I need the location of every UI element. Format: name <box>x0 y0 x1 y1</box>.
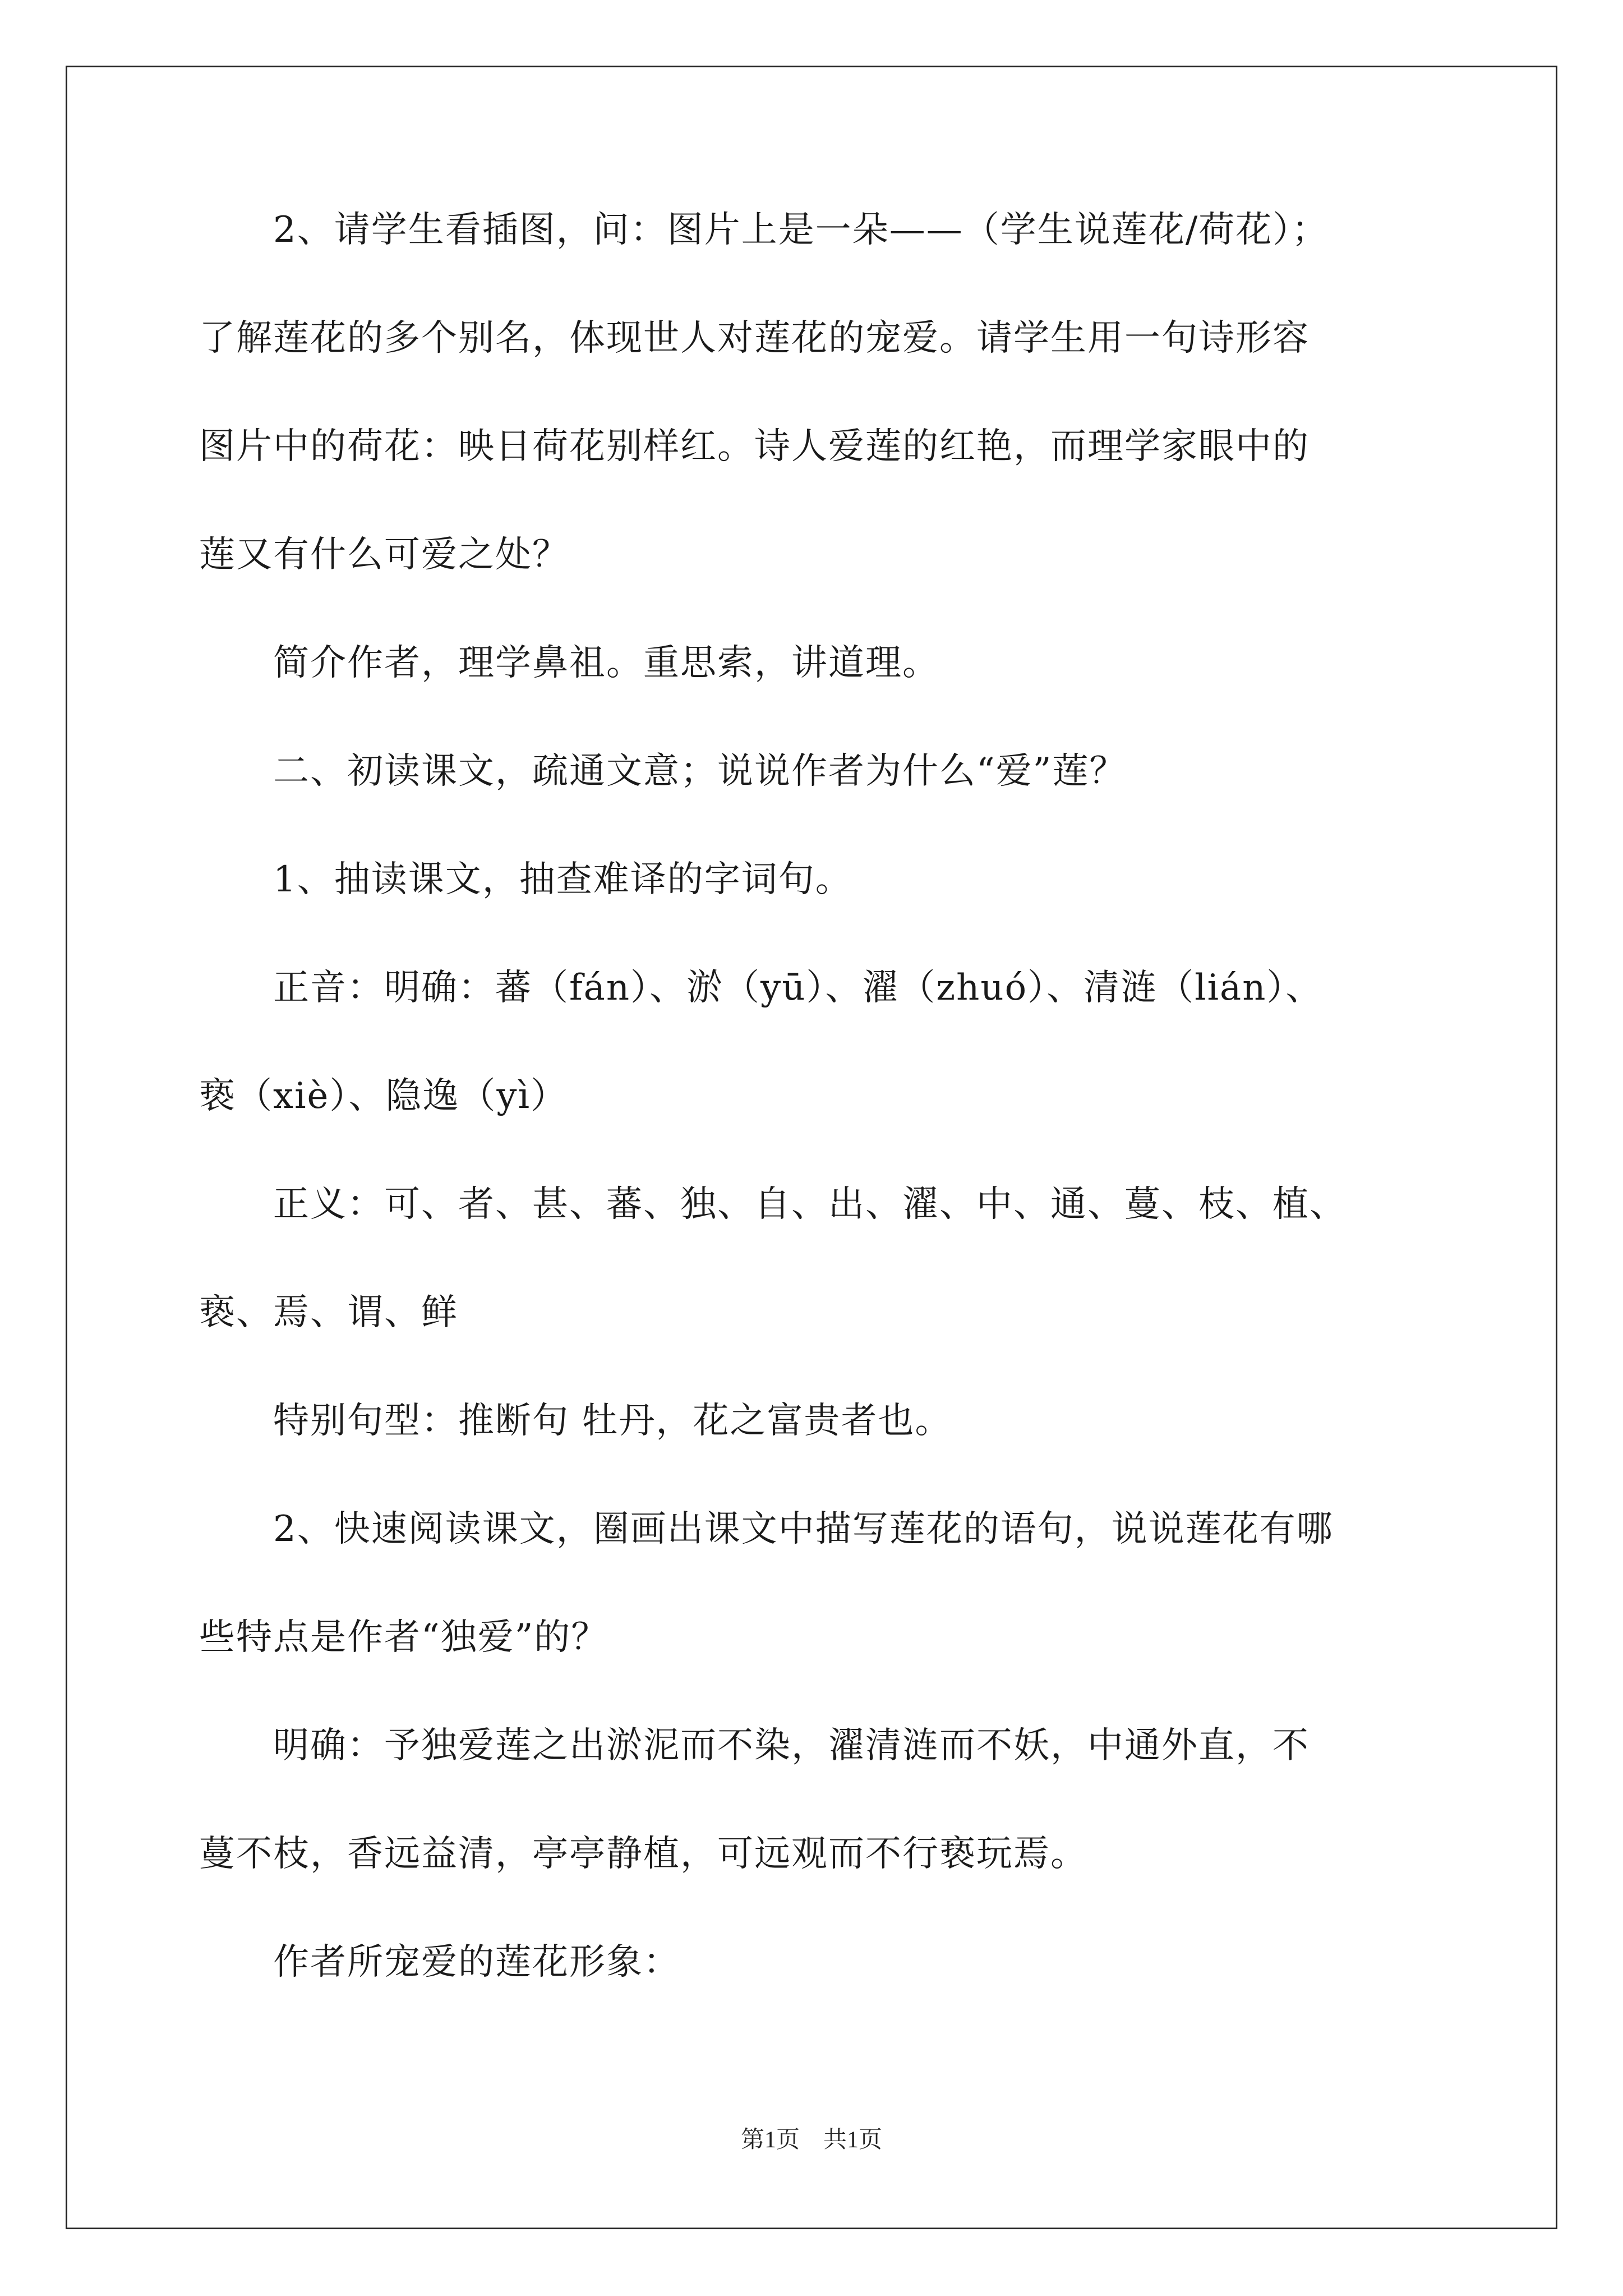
text-line: 正音：明确：蕃（fán）、淤（yū）、濯（zhuó）、清涟（lián）、 <box>199 967 1323 1009</box>
text-line: 些特点是作者“独爱”的？ <box>199 1617 608 1658</box>
text-line: 亵（xiè）、隐逸（yì） <box>199 1075 568 1117</box>
page-footer: 第1页 共1页 <box>740 2127 882 2153</box>
text-line: 简介作者，理学鼻祖。重思索，讲道理。 <box>199 642 939 684</box>
page-border <box>66 66 1557 2229</box>
text-line: 蔓不枝，香远益清，亭亭静植，可远观而不行亵玩焉。 <box>199 1833 1087 1875</box>
text-line: 正义：可、者、甚、蕃、独、自、出、濯、中、通、蔓、枝、植、 <box>199 1184 1347 1225</box>
text-line: 亵、焉、谓、鲜 <box>199 1292 458 1333</box>
text-line: 2、请学生看插图，问：图片上是一朵——（学生说莲花/荷花）； <box>199 209 1329 251</box>
text-line: 二、初读课文，疏通文意；说说作者为什么“爱”莲？ <box>199 751 1127 792</box>
text-line: 1、抽读课文，抽查难译的字词句。 <box>199 859 852 900</box>
text-line: 特别句型：推断句 牡丹，花之富贵者也。 <box>199 1400 952 1442</box>
text-line: 图片中的荷花：映日荷花别样红。诗人爱莲的红艳，而理学家眼中的 <box>199 426 1310 467</box>
text-line: 作者所宠爱的莲花形象： <box>199 1941 680 1983</box>
text-line: 莲又有什么可爱之处？ <box>199 534 569 576</box>
text-line: 了解莲花的多个别名，体现世人对莲花的宠爱。请学生用一句诗形容 <box>199 318 1310 359</box>
text-line: 2、快速阅读课文，圈画出课文中描写莲花的语句，说说莲花有哪 <box>199 1508 1334 1550</box>
text-line: 明确：予独爱莲之出淤泥而不染，濯清涟而不妖，中通外直，不 <box>199 1725 1310 1766</box>
